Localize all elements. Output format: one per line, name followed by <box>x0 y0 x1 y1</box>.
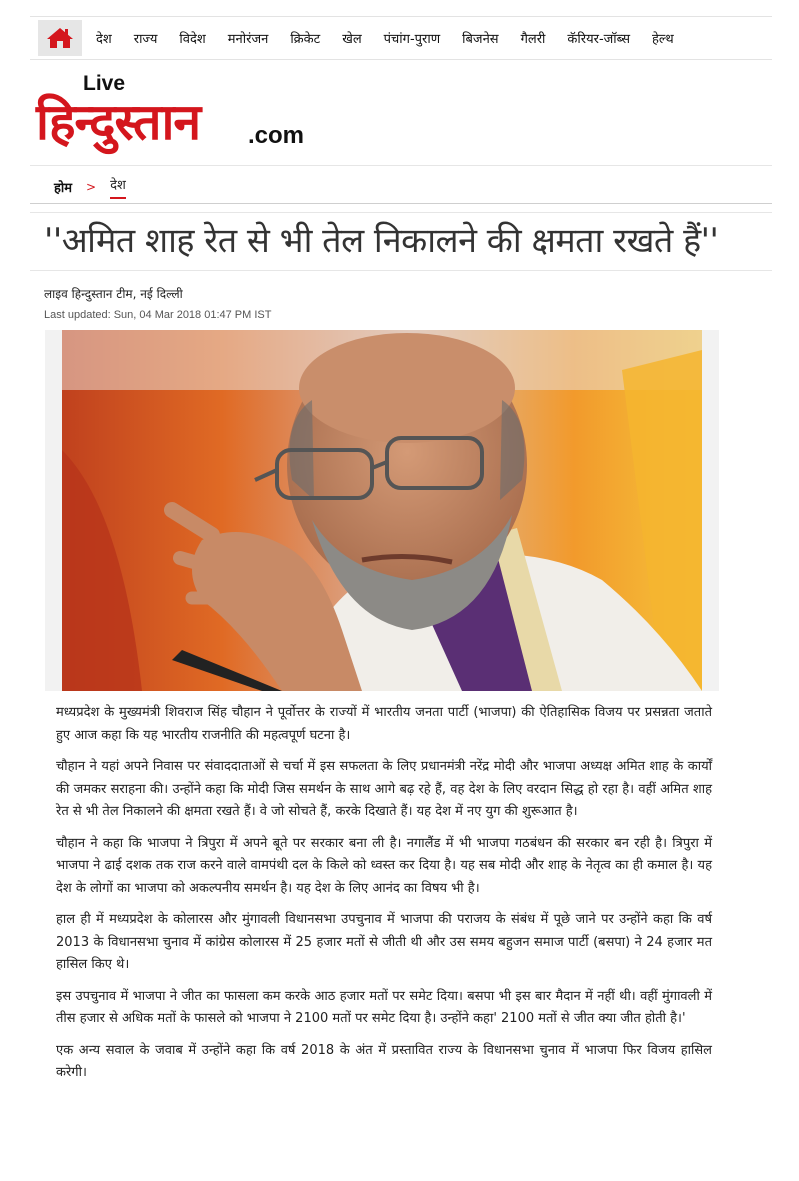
divider <box>30 165 772 166</box>
breadcrumb <box>54 175 126 199</box>
logo-live-text: Live <box>83 72 126 95</box>
nav-item-desh[interactable]: देश <box>96 32 112 47</box>
divider <box>30 203 772 204</box>
article-headline: ''अमित शाह रेत से भी तेल निकालने की क्षमता रखते हैं'' <box>44 221 719 261</box>
top-nav <box>30 16 772 60</box>
nav-item-rajya[interactable]: राज्य <box>133 32 158 47</box>
nav-item-panchang[interactable]: पंचांग-पुराण <box>383 32 441 47</box>
nav-item-cricket[interactable]: क्रिकेट <box>290 32 321 47</box>
site-logo[interactable] <box>36 72 316 158</box>
article-paragraph: इस उपचुनाव में भाजपा ने जीत का फासला कम करके आठ हजार मतों पर समेट दिया। बसपा भी इस बार मैदान में नहीं थी। वहीं मुंगावली में तीस हजार से अधिक मतों के फासले को भाजपा ने 2100 मतों पर समेट दिया है। उन्होंने कहा' 2100 मतों से जीत क्या जीत होती है।' <box>56 988 712 1026</box>
home-icon <box>46 26 74 50</box>
article-timestamp: Last updated: Sun, 04 Mar 2018 01:47 PM IST <box>44 309 272 321</box>
article-image-frame <box>45 330 719 691</box>
article-paragraph: एक अन्य सवाल के जवाब में उन्होंने कहा कि वर्ष 2018 के अंत में प्रस्तावित राज्य के विधानसभा चुनाव में भाजपा फिर विजय हासिल करेगी। <box>56 1042 712 1080</box>
breadcrumb-current[interactable]: देश <box>110 175 126 199</box>
nav-item-khel[interactable]: खेल <box>342 32 362 47</box>
logo-com-text: .com <box>248 122 305 149</box>
breadcrumb-home[interactable]: होम <box>54 181 73 196</box>
article-paragraph: चौहान ने कहा कि भाजपा ने त्रिपुरा में अपने बूते पर सरकार बना ली है। नगालैंड में भी भाजपा गठबंधन की सरकार बन रही है। त्रिपुरा में भाजपा ने ढाई दशक तक राज करने वाले वामपंथी दल के किले को ध्वस्त कर दिया है। यह सब मोदी और शाह के नेतृत्व का ही कमाल है। यह देश के लोगों का भाजपा को अकल्पनीय समर्थन है। यह देश के लिए आनंद का विषय भी है। <box>56 835 712 896</box>
divider <box>30 270 772 271</box>
article-paragraph: हाल ही में मध्यप्रदेश के कोलारस और मुंगावली विधानसभा उपचुनाव में भाजपा की पराजय के संबंध में पूछे जाने पर उन्होंने कहा कि वर्ष 2013 के विधानसभा चुनाव में कांग्रेस कोलारस में 25 हजार मतों से जीती थी और उस समय बहुजन समाज पार्टी (बसपा) ने 24 हजार मत हासिल किए थे। <box>56 912 712 972</box>
nav-item-health[interactable]: हेल्थ <box>651 32 674 47</box>
nav-item-gallery[interactable]: गैलरी <box>520 32 546 47</box>
article-body <box>56 702 712 1094</box>
article-photo <box>62 330 702 691</box>
article-byline: लाइव हिन्दुस्तान टीम, नई दिल्ली <box>44 287 183 301</box>
nav-item-career[interactable]: कॅरियर-जॉब्स <box>567 32 630 47</box>
nav-menu <box>86 17 685 59</box>
nav-item-videsh[interactable]: विदेश <box>179 32 206 47</box>
logo-name-text: हिन्दुस्तान <box>36 93 201 151</box>
portrait-illustration <box>62 330 702 691</box>
article-paragraph: मध्यप्रदेश के मुख्यमंत्री शिवराज सिंह चौहान ने पूर्वोत्तर के राज्यों में भारतीय जनता पार्टी (भाजपा) की ऐतिहासिक विजय पर प्रसन्नता जताते हुए आज कहा कि यह भारतीय राजनीति की महत्वपूर्ण घटना है। <box>56 705 712 743</box>
nav-item-business[interactable]: बिजनेस <box>462 32 499 47</box>
article-paragraph: चौहान ने यहां अपने निवास पर संवाददाताओं से चर्चा में इस सफलता के लिए प्रधानमंत्री नरेंद्र मोदी और भाजपा अध्यक्ष अमित शाह के कार्यों की जमकर सराहना की। उन्होंने कहा कि मोदी जिस समर्थन के साथ आगे बढ़ रहे हैं, वह देश के लिए वरदान सिद्ध हो रहा है। वहीं अमित शाह रेत से भी तेल निकालने की क्षमता रखते हैं। वे जो सोचते हैं, करके दिखाते हैं। यह देश में नए युग की शुरूआत है। <box>56 759 712 819</box>
breadcrumb-separator: > <box>86 180 97 194</box>
home-button[interactable] <box>38 20 82 56</box>
divider <box>30 212 772 213</box>
nav-item-manoranjan[interactable]: मनोरंजन <box>227 32 269 47</box>
